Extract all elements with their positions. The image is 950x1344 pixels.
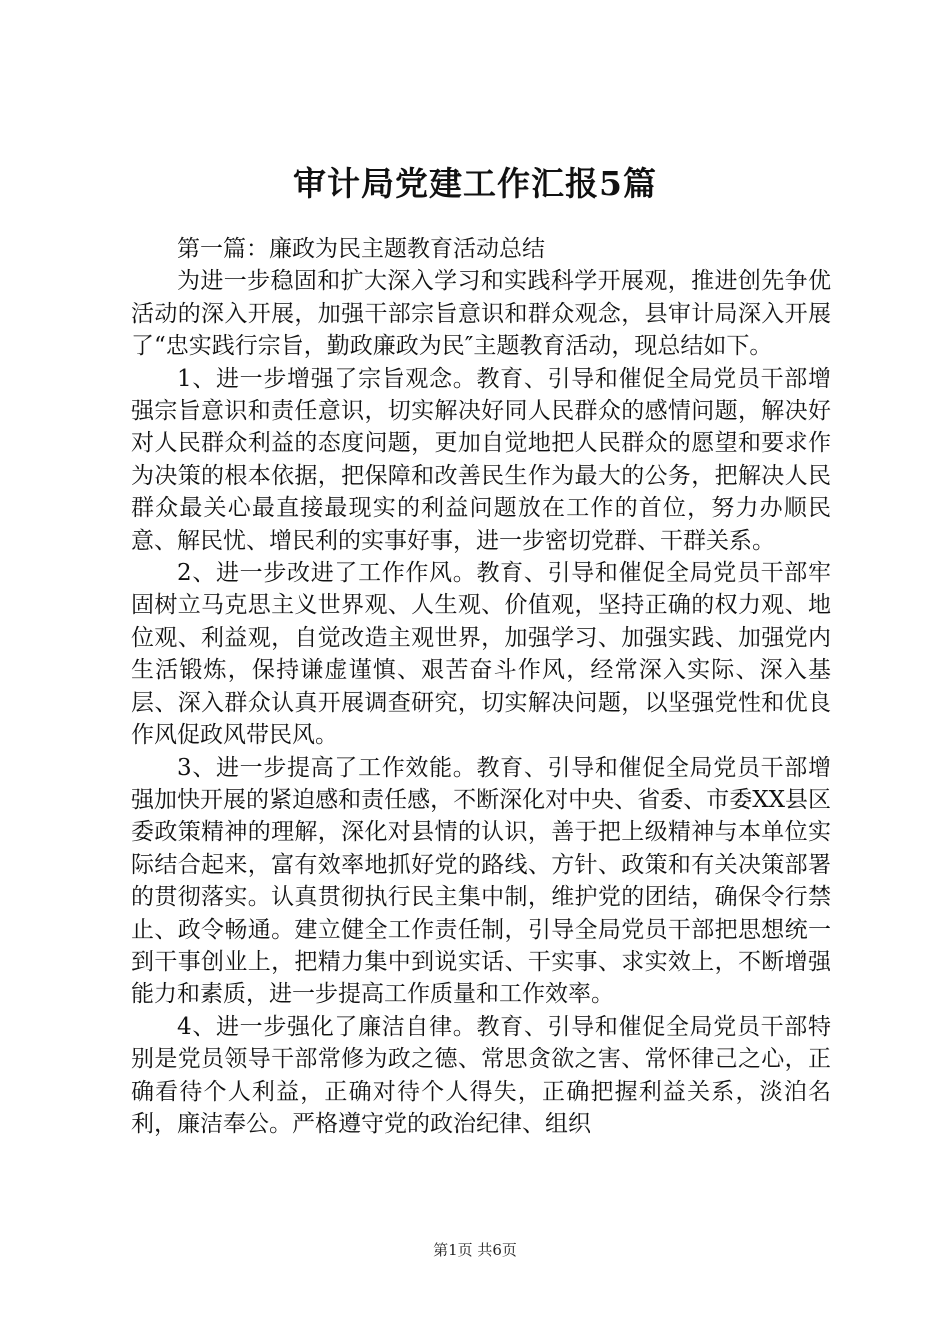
- document-title: 审计局党建工作汇报5篇: [293, 164, 657, 203]
- paragraph-1: 1、进一步增强了宗旨观念。教育、引导和催促全局党员干部增强宗旨意识和责任意识，切实解决好同人民群众的感情问题，解决好对人民群众利益的态度问题，更加自觉地把人民群众的愿望和要求作为决策的根本依据，把保障和改善民生作为最大的公务，把解决人民群众最关心最直接最现实的利益问题放在工作的首位，努力办顺民意、解民忧、增民利的实事好事，进一步密切党群、干群关系。: [131, 365, 831, 554]
- paragraph-3: 3、进一步提高了工作效能。教育、引导和催促全局党员干部增强加快开展的紧迫感和责任感，不断深化对中央、省委、市委XX县区委政策精神的理解，深化对县情的认识，善于把上级精神与本单位实际结合起来，富有效率地抓好党的路线、方针、政策和有关决策部署的贯彻落实。认真贯彻执行民主集中制，维护党的团结，确保令行禁止、政令畅通。建立健全工作责任制，引导全局党员干部把思想统一到干事创业上，把精力集中到说实话、干实事、求实效上，不断增强能力和素质，进一步提高工作质量和工作效率。: [131, 754, 831, 1008]
- document-body: [131, 233, 831, 1140]
- paragraph-4: 4、进一步强化了廉洁自律。教育、引导和催促全局党员干部特别是党员领导干部常修为政之德、常思贪欲之害、常怀律己之心，正确看待个人利益，正确对待个人得失，正确把握利益关系，淡泊名利，廉洁奉公。严格遵守党的政治纪律、组织: [131, 1013, 831, 1137]
- paragraph-intro: 为进一步稳固和扩大深入学习和实践科学开展观，推进创先争优活动的深入开展，加强干部宗旨意识和群众观念，县审计局深入开展了“忠实践行宗旨，勤政廉政为民″主题教育活动，现总结如下。: [131, 268, 831, 360]
- section-heading: 第一篇：廉政为民主题教育活动总结: [177, 236, 545, 262]
- page-footer: 第1页 共6页: [433, 1241, 517, 1259]
- paragraph-2: 2、进一步改进了工作作风。教育、引导和催促全局党员干部牢固树立马克思主义世界观、人生观、价值观，坚持正确的权力观、地位观、利益观，自觉改造主观世界，加强学习、加强实践、加强党内生活锻炼，保持谦虚谨慎、艰苦奋斗作风，经常深入实际、深入基层、深入群众认真开展调查研究，切实解决问题，以坚强党性和优良作风促政风带民风。: [131, 560, 831, 749]
